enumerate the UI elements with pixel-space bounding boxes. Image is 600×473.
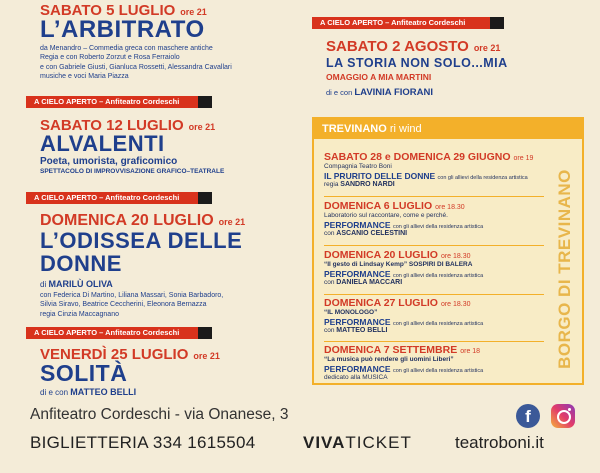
venue-address: Anfiteatro Cordeschi - via Onanese, 3	[30, 406, 289, 423]
trevinano-event: DOMENICA 7 SETTEMBRE ore 18 “La musica può rendere gli uomini Liberi” PERFORMANCE con gli allievi della residenza artistica dedicato alla MUSICA	[324, 344, 484, 381]
open-air-band: A CIELO APERTO – Anfiteatro Cordeschi	[26, 96, 198, 108]
trevinano-event: DOMENICA 27 LUGLIO ore 18.30 “IL MONOLOGO” PERFORMANCE con gli allievi della residenza artistica con MATTEO BELLI	[324, 297, 484, 334]
open-air-band: A CIELO APERTO – Anfiteatro Cordeschi	[312, 17, 490, 29]
facebook-icon[interactable]: f	[516, 404, 540, 428]
trevinano-panel	[312, 117, 584, 385]
vivaticket-logo: VIVATICKET	[303, 433, 412, 452]
event-author: di e con MATTEO BELLI	[40, 387, 137, 397]
event-credits: con Federica Di Martino, Liliana Massari, Sonia Barbadoro, Silvia Siravo, Beatrice Ceccherini, Eleonora Bernazza regia Cinzia Maccagnano	[40, 292, 224, 318]
open-air-band: A CIELO APERTO – Anfiteatro Cordeschi	[26, 327, 198, 339]
trevinano-header: TREVINANO ri wind	[314, 119, 582, 139]
event-subtitle: OMAGGIO A MIA MARTINI	[326, 72, 432, 82]
box-office-phone: BIGLIETTERIA 334 1615504	[30, 433, 256, 452]
event-date: SABATO 2 AGOSTO ore 21	[326, 38, 501, 55]
website-link[interactable]: teatroboni.it	[455, 433, 544, 452]
event-note: SPETTACOLO DI IMPROVVISAZIONE GRAFICO–TEATRALE	[40, 168, 225, 175]
instagram-icon[interactable]	[551, 404, 575, 428]
event-author: di MARILÙ OLIVA	[40, 279, 113, 289]
event-subtitle: Poeta, umorista, graficomico	[40, 156, 178, 167]
event-title: ALVALENTI	[40, 131, 165, 156]
event-title: L’ARBITRATO	[40, 16, 205, 43]
trevinano-side-label: BORGO DI TREVINANO	[555, 169, 574, 369]
trevinano-event: DOMENICA 20 LUGLIO ore 18.30 “Il gesto di Lindsay Kemp” SOSPIRI DI BALERA PERFORMANCE con gli allievi della residenza artistica con DANIELA MACCARI	[324, 249, 484, 286]
divider	[324, 196, 544, 197]
event-date: SABATO 12 LUGLIO ore 21	[40, 117, 216, 134]
divider	[324, 341, 544, 342]
open-air-band: A CIELO APERTO – Anfiteatro Cordeschi	[26, 192, 198, 204]
event-date: VENERDÌ 25 LUGLIO ore 21	[40, 346, 220, 363]
divider	[324, 245, 544, 246]
event-date: DOMENICA 20 LUGLIO ore 21	[40, 212, 246, 229]
trevinano-event: DOMENICA 6 LUGLIO ore 18.30 Laboratorio sul raccontare, come e perché. PERFORMANCE con gli allievi della residenza artistica con ASCANIO CELESTINI	[324, 200, 484, 237]
event-title: SOLITÀ	[40, 360, 128, 386]
event-title: LA STORIA NON SOLO...MIA	[326, 56, 508, 70]
event-date: SABATO 5 LUGLIO ore 21	[40, 2, 207, 19]
event-title: L’ODISSEA DELLE DONNE	[40, 228, 243, 276]
trevinano-event: SABATO 28 e DOMENICA 29 GIUGNO ore 19 Compagnia Teatro Boni IL PRURITO DELLE DONNE con gli allievi della residenza artistica regia SANDRO NARDI	[324, 151, 534, 188]
divider	[324, 294, 544, 295]
event-credits: da Menandro – Commedia greca con maschere antiche Regia e con Roberto Zorzut e Rosa Ferraiolo e con Gabriele Giusti, Gianluca Rossetti, Alessandra Cavallari musiche e voci Maria Piazza	[40, 45, 232, 80]
event-author: di e con LAVINIA FIORANI	[326, 87, 434, 98]
